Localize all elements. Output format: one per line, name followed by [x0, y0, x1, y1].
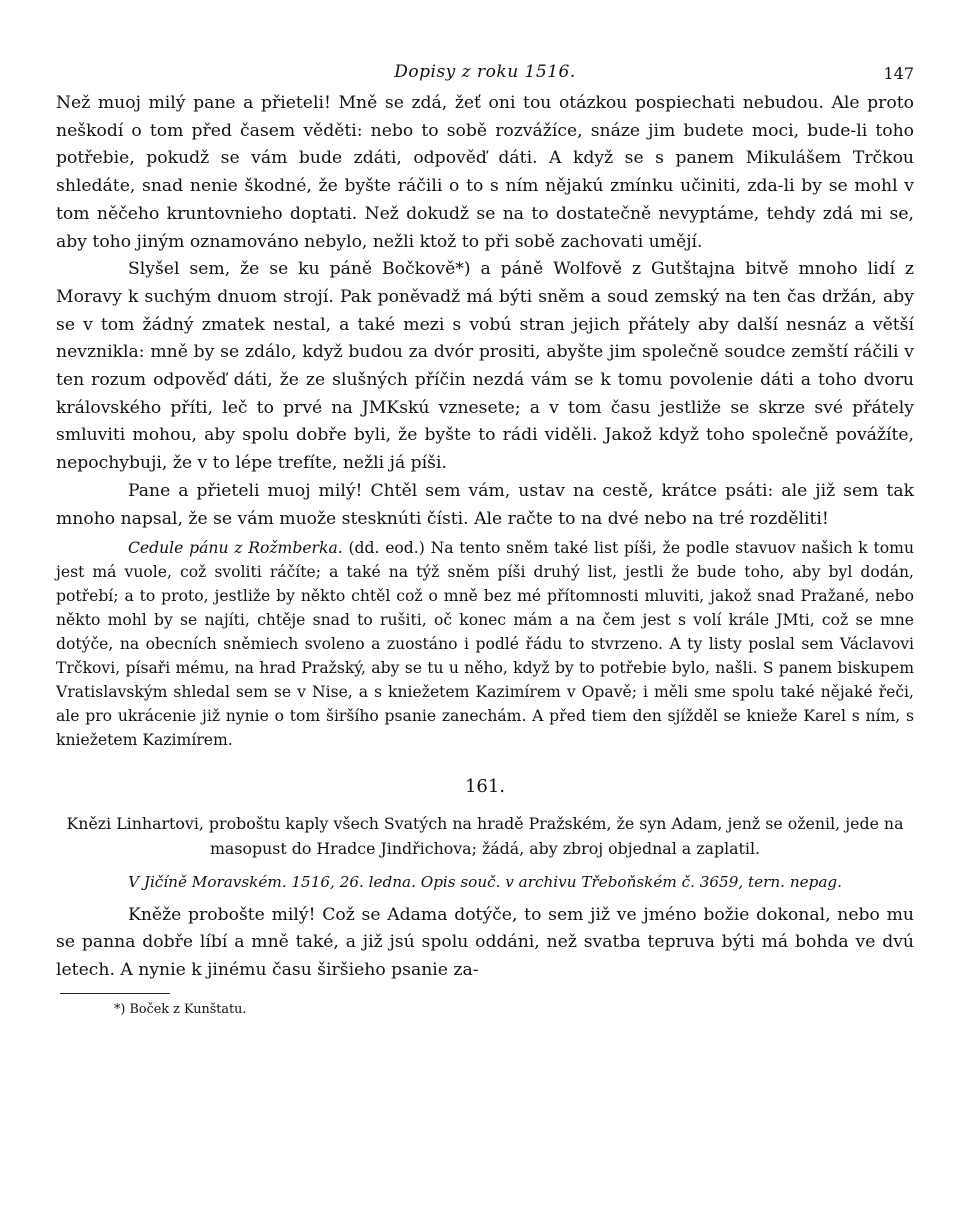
paragraph-2: Slyšel sem, že se ku páně Bočkově*) a páně Wolfově z Gutštajna bitvě mnoho lidí z Moravy k suchým dnuom strojí. Pak poněvadž má býti sněm a soud zemský na ten čas držán, aby se v tom žádný zmatek nestal, a také mezi s vobú stran jejich přátely aby další nesnáz a větší nevznikla: mně by se zdálo, když budou za dvór prositi, abyšte jim společně soudce zemští ráčili v ten rozum odpověď dáti, že ze slušných příčin nezdá vám se k tomu povolenie dáti a toho dvoru královského příti, leč to prvé na JMKskú vznesete; a v tom času jestliže se skrze své přátely smluviti mohou, aby spolu dobře byli, že byšte to rádi viděli. Jakož když toho společně povážíte, nepochybuji, že v to lépe trefíte, nežli já píši.: [56, 259, 914, 474]
cedule-text: (dd. eod.) Na tento sněm také list píši, že podle stavuov našich k tomu jest má vuole, což svoliti ráčíte; a také na týž sněm píši druhý list, jestli že bude toho, aby byl dodán, potřebí; a to proto, jestliže by někto chtěl což o mně bez mé přítomnosti mluviti, jakož snad Pražané, nebo někto mohl by se najíti, chtěje snad to rušiti, oč konec mám a na čem jest s volí krále JMti, což se mne dotýče, na obecních sněmiech svoleno a zuostáno i podlé řádu to stvrzeno. A ty listy poslal sem Václavovi Trčkovi, písaři mému, na hrad Pražský, aby se tu u něho, když by to potřebie bylo, našli. S panem biskupem Vratislavským shledal sem se v Nise, a s kniežetem Kazimírem v Opavě; i měli sme spolu také nějaké řeči, ale pro ukrácenie již nynie o tom širšího psanie zanechám. A před tiem den sjížděl se knieže Karel s ním, s kniežetem Kazimírem.: [56, 539, 914, 749]
paragraph-3: Pane a přieteli muoj milý! Chtěl sem vám, ustav na cestě, krátce psáti: ale již sem tak mnoho napsal, že se vám muože stesknúti čísti. Ale račte to na dvé nebo na tré rozděliti!: [56, 480, 914, 529]
running-title: Dopisy z roku 1516.: [394, 62, 576, 82]
document-summary: Knězi Linhartovi, proboštu kaply všech Svatých na hradě Pražském, že syn Adam, jenž se oženil, jede na masopust do Hradce Jindřichova; žádá, aby zbroj objednal a zaplatil.: [66, 814, 904, 858]
footnote: *) Boček z Kunštatu.: [114, 1001, 247, 1017]
page-number: 147: [883, 64, 914, 83]
footnote-rule: [60, 993, 170, 994]
page-header: [56, 62, 914, 90]
cedule-lead: Cedule pánu z Rožmberka.: [128, 539, 343, 558]
paragraph-1: Než muoj milý pane a přieteli! Mně se zdá, žeť oni tou otázkou pospiechati nebudou. Ale proto neškodí o tom před časem věděti: nebo to sobě rozvážíce, snáze jim budete moci, bude-li toho potřebie, pokudž se vám bude zdáti, odpověď dáti. A když se s panem Mikulášem Trčkou shledáte, snad nenie škodné, že byšte ráčili o to s ním nějakú zmínku učiniti, zda-li by se mohl v tom něčeho kruntovnieho doptati. Než dokudž se na to dostatečně nevyptáme, tehdy zdá mi se, aby toho jiným oznamováno nebylo, nežli ktož to při sobě zachovati umějí.: [56, 93, 914, 252]
document-number: 161.: [464, 776, 506, 798]
cedule-paragraph: [56, 537, 914, 752]
document-body: Kněže probošte milý! Což se Adama dotýče, to sem již ve jméno božie dokonal, nebo mu se panna dobře líbí a mně také, a již jsú spolu oddáni, než svatba tepruva býti má bohda ve dvú letech. A nynie k jinému času širšieho psanie za-: [56, 904, 914, 980]
document-source: V Jičíně Moravském. 1516, 26. ledna. Opis souč. v archivu Třeboňském č. 3659, tern. nepag.: [128, 872, 842, 891]
document-page: [56, 62, 914, 1020]
